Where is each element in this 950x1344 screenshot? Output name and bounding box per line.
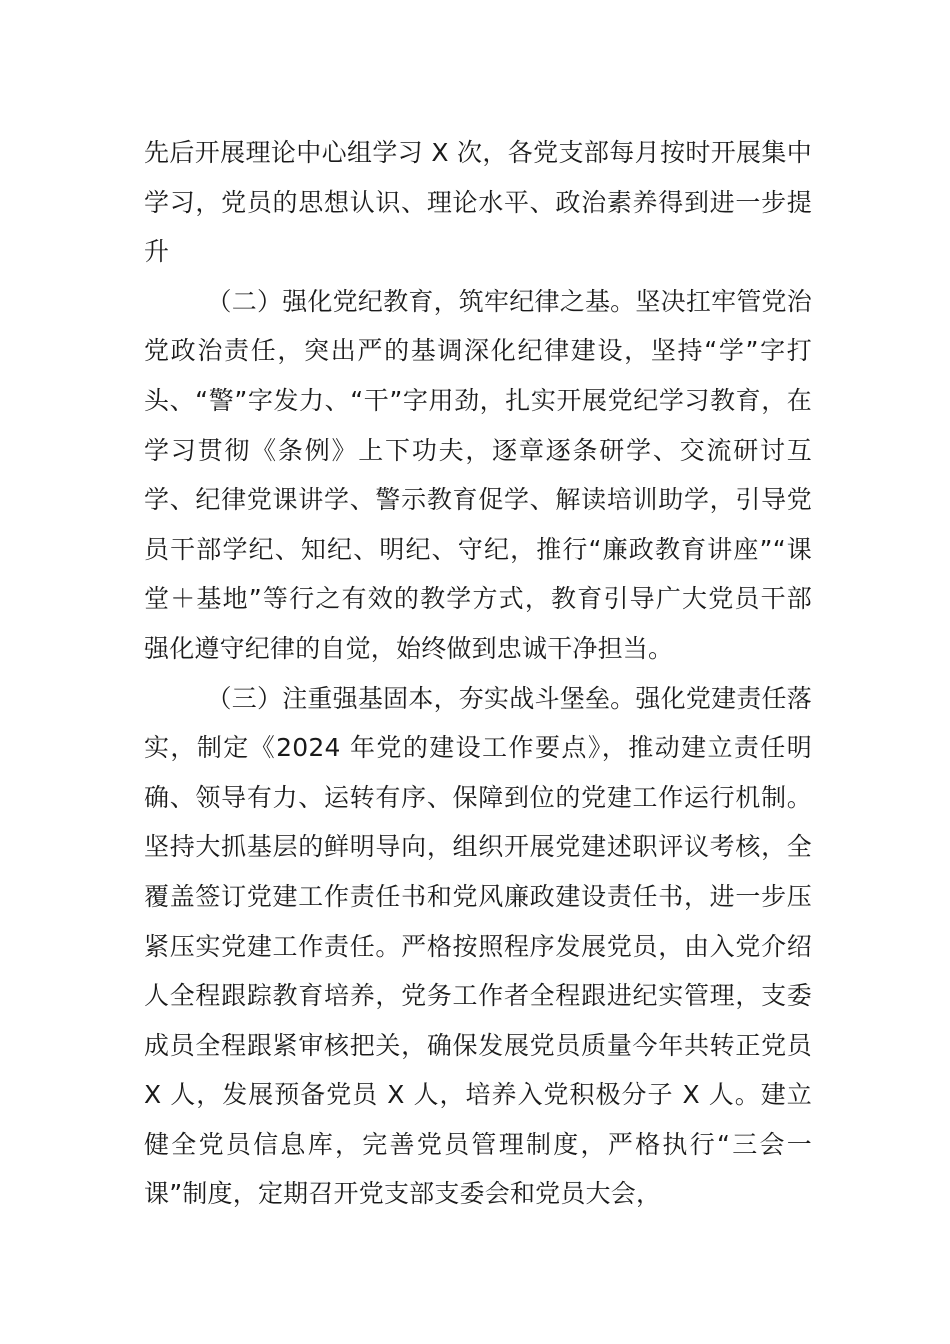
paragraph-3: （三）注重强基固本，夯实战斗堡垒。强化党建责任落实，制定《2024 年党的建设工作要点》，推动建立责任明确、领导有力、运转有序、保障到位的党建工作运行机制。坚持大抓基层的鲜明导向，组织开展党建述职评议考核，全覆盖签订党建工作责任书和党风廉政建设责任书，进一步压紧压实党建工作责任。严格按照程序发展党员，由入党介绍人全程跟踪教育培养，党务工作者全程跟进纪实管理，支委成员全程跟紧审核把关，确保发展党员质量今年共转正党员 X 人，发展预备党员 X 人，培养入党积极分子 X 人。建立健全党员信息库，完善党员管理制度，严格执行“三会一课”制度，定期召开党支部支委会和党员大会， (144, 683, 812, 1209)
paragraph-1: 先后开展理论中心组学习 X 次，各党支部每月按时开展集中学习，党员的思想认识、理论水平、政治素养得到进一步提升 (144, 138, 812, 267)
paragraph-2: （二）强化党纪教育，筑牢纪律之基。坚决扛牢管党治党政治责任，突出严的基调深化纪律建设，坚持“学”字打头、“警”字发力、“干”字用劲，扎实开展党纪学习教育，在学习贯彻《条例》上下功夫，逐章逐条研学、交流研讨互学、纪律党课讲学、警示教育促学、解读培训助学，引导党员干部学纪、知纪、明纪、守纪，推行“廉政教育讲座”“课堂＋基地”等行之有效的教学方式，教育引导广大党员干部强化遵守纪律的自觉，始终做到忠诚干净担当。 (144, 286, 812, 663)
document-body (144, 128, 812, 1219)
